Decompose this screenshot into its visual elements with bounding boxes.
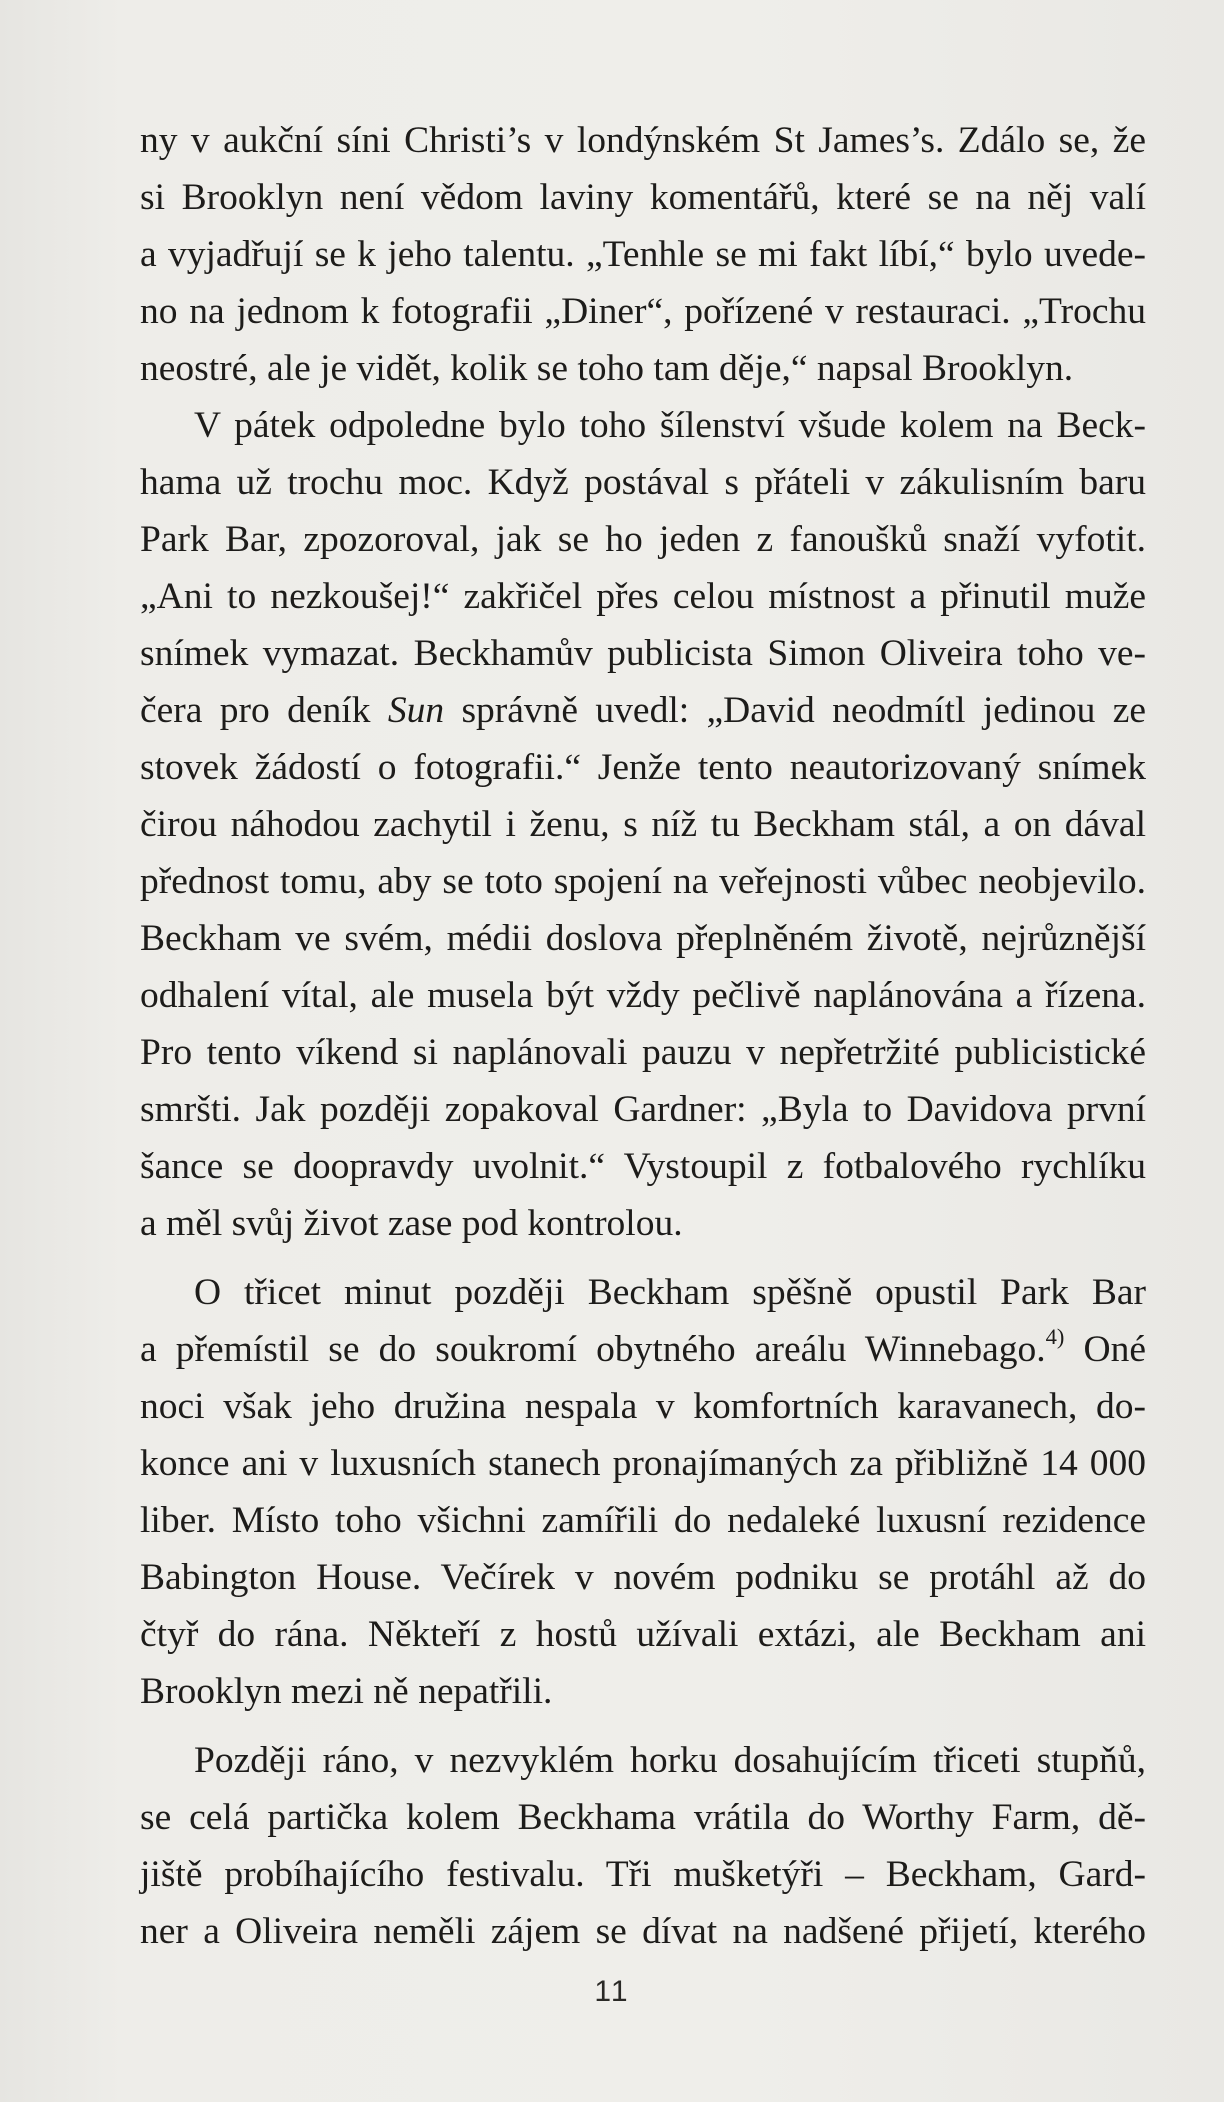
text-line: ner a Oliveira neměli zájem se dívat na nadšené přijetí, kterého	[140, 1911, 1146, 1952]
text-line: šance se doopravdy uvolnit.“ Vystoupil z fotbalového rychlíku	[140, 1146, 1146, 1187]
text-line: noci však jeho družina nespala v komfortních karavanech, do-	[140, 1386, 1146, 1427]
text-line: Brooklyn mezi ně nepatřili.	[140, 1671, 553, 1712]
text-line: konce ani v luxusních stanech pronajímaných za přibližně 14 000	[140, 1443, 1146, 1484]
text-line: se celá partička kolem Beckhama vrátila do Worthy Farm, dě-	[140, 1797, 1146, 1838]
text-line: odhalení vítal, ale musela být vždy pečlivě naplánována a řízena.	[140, 975, 1146, 1016]
paragraph-1	[140, 112, 1146, 397]
text-line: neostré, ale je vidět, kolik se toho tam děje,“ napsal Brooklyn.	[140, 348, 1074, 389]
text-line: si Brooklyn není vědom laviny komentářů, které se na něj valí	[140, 177, 1146, 218]
page-number: 11	[594, 1975, 630, 2008]
text-line: V pátek odpoledne bylo toho šílenství všude kolem na Beck-	[194, 405, 1146, 446]
text-segment: čera pro deník	[140, 690, 388, 731]
body-text	[140, 112, 1146, 1960]
text-line: O třicet minut později Beckham spěšně opustil Park Bar	[194, 1272, 1146, 1313]
text-line: hama už trochu moc. Když postával s přáteli v zákulisním baru	[140, 462, 1146, 503]
text-line: a vyjadřují se k jeho talentu. „Tenhle se mi fakt líbí,“ bylo uvede-	[140, 234, 1146, 275]
text-line: liber. Místo toho všichni zamířili do nedaleké luxusní rezidence	[140, 1500, 1146, 1541]
text-line: Pro tento víkend si naplánovali pauzu v nepřetržité publicistické	[140, 1032, 1146, 1073]
newspaper-title: Sun	[387, 690, 445, 731]
text-segment: a přemístil se do soukromí obytného areálu Winnebago.	[140, 1329, 1046, 1370]
text-line: Park Bar, zpozoroval, jak se ho jeden z fanoušků snaží vyfotit.	[140, 519, 1146, 560]
paragraph-4	[140, 1732, 1146, 1960]
text-line	[140, 1321, 1146, 1378]
text-line: čtyř do rána. Někteří z hostů užívali extázi, ale Beckham ani	[140, 1614, 1146, 1655]
text-line: jiště probíhajícího festivalu. Tři mušketýři – Beckham, Gard-	[140, 1854, 1146, 1895]
text-line: čirou náhodou zachytil i ženu, s níž tu Beckham stál, a on dával	[140, 804, 1146, 845]
text-line: smršti. Jak později zopakoval Gardner: „Byla to Davidova první	[140, 1089, 1146, 1130]
text-segment: Oné	[1064, 1329, 1146, 1370]
text-segment: správně uvedl: „David neodmítl jedinou ze	[444, 690, 1146, 731]
text-line: „Ani to nezkoušej!“ zakřičel přes celou místnost a přinutil muže	[140, 576, 1146, 617]
text-line: přednost tomu, aby se toto spojení na veřejnosti vůbec neobjevilo.	[140, 861, 1146, 902]
text-line	[140, 682, 1146, 739]
paragraph-2	[140, 397, 1146, 1252]
text-line: snímek vymazat. Beckhamův publicista Simon Oliveira toho ve-	[140, 633, 1146, 674]
text-line: Později ráno, v nezvyklém horku dosahujícím třiceti stupňů,	[194, 1740, 1146, 1781]
footnote-marker: 4)	[1045, 1324, 1065, 1350]
text-line: no na jednom k fotografii „Diner“, pořízené v restauraci. „Trochu	[140, 291, 1146, 332]
paragraph-3	[140, 1264, 1146, 1720]
text-line: ny v aukční síni Christi’s v londýnském St James’s. Zdálo se, že	[140, 120, 1146, 161]
text-line: stovek žádostí o fotografii.“ Jenže tento neautorizovaný snímek	[140, 747, 1146, 788]
text-line: Beckham ve svém, médii doslova přeplněném životě, nejrůznější	[140, 918, 1146, 959]
text-line: a měl svůj život zase pod kontrolou.	[140, 1203, 683, 1244]
text-line: Babington House. Večírek v novém podniku se protáhl až do	[140, 1557, 1146, 1598]
